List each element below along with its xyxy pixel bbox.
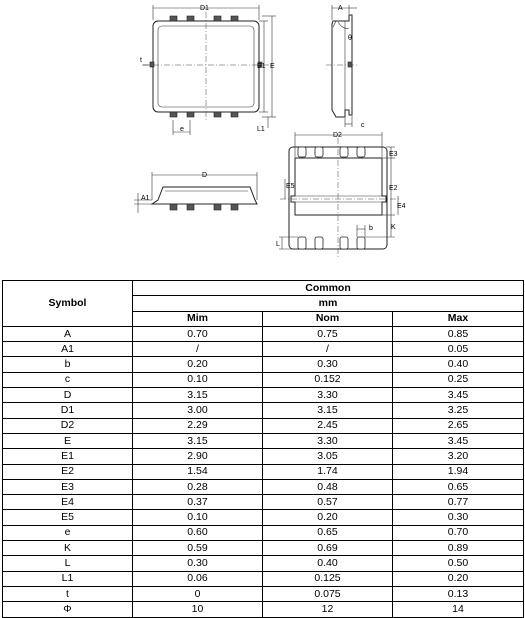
cell-min: 3.15 <box>133 388 263 403</box>
cell-nom: 2.45 <box>263 418 393 433</box>
table-row <box>3 510 524 525</box>
cell-max: 0.50 <box>393 556 524 571</box>
cell-sym: D2 <box>3 418 133 433</box>
cell-min: 0.30 <box>133 556 263 571</box>
label-k: K <box>391 224 396 231</box>
cell-nom: 1.74 <box>263 464 393 479</box>
label-theta: θ <box>348 35 352 42</box>
cell-nom: 12 <box>263 602 393 617</box>
table-row <box>3 479 524 494</box>
cell-max: 0.89 <box>393 541 524 556</box>
cell-nom: 0.75 <box>263 326 393 341</box>
label-t: t <box>140 57 142 64</box>
table-row <box>3 602 524 617</box>
cell-min: 0.70 <box>133 326 263 341</box>
cell-min: 3.15 <box>133 433 263 448</box>
table-row <box>3 586 524 601</box>
cell-sym: L1 <box>3 571 133 586</box>
table-row <box>3 556 524 571</box>
table-row <box>3 571 524 586</box>
table-row <box>3 357 524 372</box>
table-row <box>3 449 524 464</box>
cell-max: 14 <box>393 602 524 617</box>
cell-min: / <box>133 342 263 357</box>
cell-max: 0.40 <box>393 357 524 372</box>
symbol-header: Symbol <box>3 281 133 327</box>
top-view <box>140 5 276 135</box>
cell-nom: / <box>263 342 393 357</box>
cell-sym: D <box>3 388 133 403</box>
label-e: E <box>270 63 275 70</box>
cell-max: 0.30 <box>393 510 524 525</box>
cell-sym: E3 <box>3 479 133 494</box>
label-e2: E2 <box>389 185 398 192</box>
cell-max: 0.65 <box>393 479 524 494</box>
cell-max: 0.77 <box>393 495 524 510</box>
cell-min: 2.29 <box>133 418 263 433</box>
table-row <box>3 464 524 479</box>
label-e5: E5 <box>286 183 295 190</box>
cell-min: 0.06 <box>133 571 263 586</box>
label-d2: D2 <box>333 132 342 139</box>
cell-nom: 0.40 <box>263 556 393 571</box>
cell-max: 0.70 <box>393 525 524 540</box>
cell-nom: 0.30 <box>263 357 393 372</box>
cell-nom: 3.30 <box>263 388 393 403</box>
unit-header: mm <box>133 296 524 311</box>
cell-min: 0.28 <box>133 479 263 494</box>
label-l: L <box>276 241 280 248</box>
common-header: Common <box>133 281 524 296</box>
label-a: A <box>338 5 343 12</box>
table-row <box>3 418 524 433</box>
cell-nom: 3.05 <box>263 449 393 464</box>
cell-min: 0.37 <box>133 495 263 510</box>
cell-sym: E5 <box>3 510 133 525</box>
cell-nom: 0.48 <box>263 479 393 494</box>
table-row <box>3 525 524 540</box>
cell-max: 0.25 <box>393 372 524 387</box>
cell-min: 0.10 <box>133 510 263 525</box>
label-l1: L1 <box>257 126 265 133</box>
side-view-right <box>326 5 365 129</box>
table-row <box>3 326 524 341</box>
cell-max: 0.85 <box>393 326 524 341</box>
max-header: Max <box>393 311 524 326</box>
table-row <box>3 372 524 387</box>
label-d: D <box>202 172 208 179</box>
cell-nom: 0.152 <box>263 372 393 387</box>
cell-min: 0.60 <box>133 525 263 540</box>
cell-sym: Φ <box>3 602 133 617</box>
label-c: c <box>361 122 365 129</box>
label-e4: E4 <box>397 203 406 210</box>
min-header: Mim <box>133 311 263 326</box>
cell-nom: 0.075 <box>263 586 393 601</box>
cell-min: 0.59 <box>133 541 263 556</box>
cell-sym: K <box>3 541 133 556</box>
cell-sym: E4 <box>3 495 133 510</box>
dimension-rows <box>3 326 524 617</box>
cell-sym: L <box>3 556 133 571</box>
cell-min: 3.00 <box>133 403 263 418</box>
cell-min: 0.20 <box>133 357 263 372</box>
cell-max: 3.45 <box>393 433 524 448</box>
cell-sym: E <box>3 433 133 448</box>
table-row <box>3 433 524 448</box>
cell-sym: e <box>3 525 133 540</box>
table-row <box>3 388 524 403</box>
side-view-bottom <box>134 172 257 213</box>
cell-sym: D1 <box>3 403 133 418</box>
cell-min: 1.54 <box>133 464 263 479</box>
cell-nom: 0.69 <box>263 541 393 556</box>
cell-sym: A <box>3 326 133 341</box>
cell-nom: 0.57 <box>263 495 393 510</box>
cell-sym: A1 <box>3 342 133 357</box>
cell-min: 0.10 <box>133 372 263 387</box>
package-drawing <box>0 0 525 275</box>
table-row <box>3 342 524 357</box>
cell-max: 3.20 <box>393 449 524 464</box>
table-row <box>3 541 524 556</box>
cell-max: 0.13 <box>393 586 524 601</box>
label-a1: A1 <box>141 195 150 202</box>
cell-nom: 0.125 <box>263 571 393 586</box>
cell-sym: b <box>3 357 133 372</box>
label-b: b <box>369 225 373 232</box>
cell-max: 2.65 <box>393 418 524 433</box>
cell-sym: E1 <box>3 449 133 464</box>
cell-min: 0 <box>133 586 263 601</box>
label-e3: E3 <box>389 151 398 158</box>
cell-max: 0.20 <box>393 571 524 586</box>
label-e1: E1 <box>257 63 266 70</box>
table-row <box>3 403 524 418</box>
cell-sym: E2 <box>3 464 133 479</box>
label-e-pitch: e <box>180 126 184 133</box>
nom-header: Nom <box>263 311 393 326</box>
cell-max: 1.94 <box>393 464 524 479</box>
bottom-view <box>276 132 406 258</box>
cell-max: 0.05 <box>393 342 524 357</box>
cell-nom: 3.30 <box>263 433 393 448</box>
table-row <box>3 495 524 510</box>
dimension-table <box>2 280 524 618</box>
cell-max: 3.45 <box>393 388 524 403</box>
cell-max: 3.25 <box>393 403 524 418</box>
label-d1: D1 <box>200 5 209 12</box>
cell-nom: 0.20 <box>263 510 393 525</box>
cell-sym: c <box>3 372 133 387</box>
cell-min: 2.90 <box>133 449 263 464</box>
cell-sym: t <box>3 586 133 601</box>
cell-min: 10 <box>133 602 263 617</box>
cell-nom: 3.15 <box>263 403 393 418</box>
cell-nom: 0.65 <box>263 525 393 540</box>
